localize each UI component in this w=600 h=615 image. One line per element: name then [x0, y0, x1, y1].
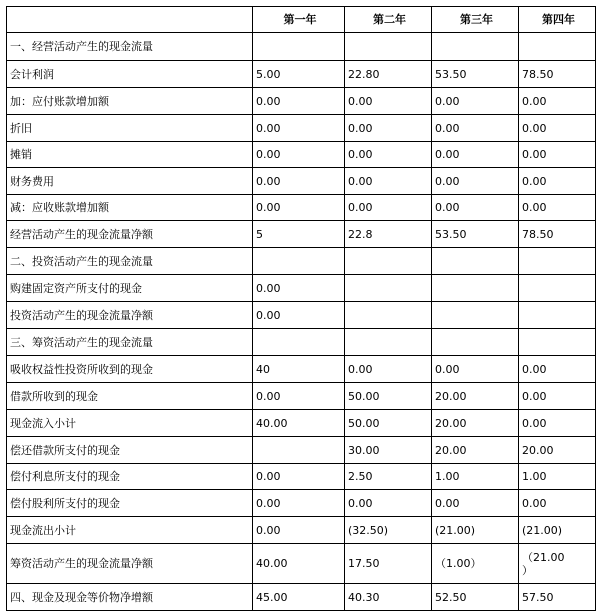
- value-cell: 17.50: [345, 544, 432, 584]
- value-cell: 5: [253, 221, 345, 248]
- value-cell: [432, 275, 519, 302]
- row-label: 二、投资活动产生的现金流量: [7, 248, 253, 275]
- value-cell: 0.00: [345, 115, 432, 142]
- value-cell: [345, 275, 432, 302]
- value-cell: 0.00: [253, 115, 345, 142]
- value-cell: 20.00: [519, 437, 596, 464]
- value-cell: 78.50: [519, 221, 596, 248]
- value-cell: 0.00: [253, 490, 345, 517]
- table-row: [7, 584, 596, 611]
- cash-flow-table: [6, 6, 596, 611]
- value-cell: 20.00: [432, 410, 519, 437]
- value-cell: 0.00: [345, 490, 432, 517]
- table-row: [7, 88, 596, 115]
- value-cell: 1.00: [519, 464, 596, 490]
- row-label: 偿付利息所支付的现金: [7, 464, 253, 490]
- value-cell: （21.00 ）: [519, 544, 596, 584]
- value-cell: 0.00: [519, 195, 596, 221]
- value-cell: [253, 248, 345, 275]
- value-cell: 0.00: [519, 115, 596, 142]
- value-cell: 0.00: [253, 517, 345, 544]
- value-cell: 0.00: [253, 195, 345, 221]
- header-cell-blank: [7, 7, 253, 33]
- value-cell: (21.00): [519, 517, 596, 544]
- value-cell: 0.00: [519, 356, 596, 383]
- value-cell: 0.00: [519, 490, 596, 517]
- table-row: [7, 168, 596, 195]
- table-row: [7, 221, 596, 248]
- table-row: [7, 33, 596, 61]
- value-cell: (21.00): [432, 517, 519, 544]
- value-cell: 0.00: [253, 168, 345, 195]
- row-label: 一、经营活动产生的现金流量: [7, 33, 253, 61]
- row-label: 投资活动产生的现金流量净额: [7, 302, 253, 329]
- value-cell: 0.00: [519, 88, 596, 115]
- value-cell: 50.00: [345, 410, 432, 437]
- value-cell: [519, 275, 596, 302]
- value-cell: 0.00: [253, 302, 345, 329]
- value-cell: 0.00: [345, 88, 432, 115]
- value-cell: 0.00: [432, 88, 519, 115]
- header-cell-year-3: 第三年: [432, 7, 519, 33]
- row-label: 财务费用: [7, 168, 253, 195]
- value-cell: 53.50: [432, 61, 519, 88]
- row-label: 现金流出小计: [7, 517, 253, 544]
- table-row: [7, 115, 596, 142]
- value-cell: 22.80: [345, 61, 432, 88]
- value-cell: 0.00: [253, 383, 345, 410]
- value-cell: 40.00: [253, 544, 345, 584]
- value-cell: [432, 248, 519, 275]
- value-cell: 0.00: [345, 168, 432, 195]
- row-label: 经营活动产生的现金流量净额: [7, 221, 253, 248]
- row-label: 三、筹资活动产生的现金流量: [7, 329, 253, 356]
- value-cell: [432, 329, 519, 356]
- value-cell: （1.00）: [432, 544, 519, 584]
- value-cell: 22.8: [345, 221, 432, 248]
- row-label: 筹资活动产生的现金流量净额: [7, 544, 253, 584]
- value-cell: (32.50): [345, 517, 432, 544]
- header-cell-year-1: 第一年: [253, 7, 345, 33]
- table-row: [7, 142, 596, 168]
- value-cell: 20.00: [432, 437, 519, 464]
- value-cell: 0.00: [432, 490, 519, 517]
- row-label: 减：应收账款增加额: [7, 195, 253, 221]
- value-cell: 0.00: [345, 356, 432, 383]
- value-cell: [345, 248, 432, 275]
- row-label: 偿还借款所支付的现金: [7, 437, 253, 464]
- value-cell: 20.00: [432, 383, 519, 410]
- value-cell: 0.00: [432, 356, 519, 383]
- value-cell: [253, 33, 345, 61]
- value-cell: 40.30: [345, 584, 432, 611]
- value-cell: 40: [253, 356, 345, 383]
- row-label: 折旧: [7, 115, 253, 142]
- header-cell-year-2: 第二年: [345, 7, 432, 33]
- value-cell: 45.00: [253, 584, 345, 611]
- value-cell: 0.00: [432, 115, 519, 142]
- value-cell: 52.50: [432, 584, 519, 611]
- row-label: 购建固定资产所支付的现金: [7, 275, 253, 302]
- table-row: [7, 61, 596, 88]
- table-row: [7, 195, 596, 221]
- value-cell: [253, 437, 345, 464]
- row-label: 借款所收到的现金: [7, 383, 253, 410]
- value-cell: 0.00: [345, 142, 432, 168]
- table-row: [7, 383, 596, 410]
- row-label: 偿付股利所支付的现金: [7, 490, 253, 517]
- table-row: [7, 302, 596, 329]
- value-cell: [253, 329, 345, 356]
- row-label: 会计利润: [7, 61, 253, 88]
- row-label: 加：应付账款增加额: [7, 88, 253, 115]
- header-cell-year-4: 第四年: [519, 7, 596, 33]
- value-cell: [345, 33, 432, 61]
- table-row: [7, 356, 596, 383]
- value-cell: [519, 329, 596, 356]
- value-cell: 57.50: [519, 584, 596, 611]
- value-cell: 53.50: [432, 221, 519, 248]
- value-cell: 5.00: [253, 61, 345, 88]
- value-cell: [519, 33, 596, 61]
- value-cell: [345, 302, 432, 329]
- value-cell: [519, 302, 596, 329]
- value-cell: [345, 329, 432, 356]
- value-cell: 0.00: [432, 142, 519, 168]
- value-cell: [432, 302, 519, 329]
- table-row: [7, 517, 596, 544]
- table-row: [7, 464, 596, 490]
- value-cell: 0.00: [432, 168, 519, 195]
- value-cell: 2.50: [345, 464, 432, 490]
- value-cell: 0.00: [253, 88, 345, 115]
- table-row: [7, 490, 596, 517]
- value-cell: 40.00: [253, 410, 345, 437]
- table-header-row: [7, 7, 596, 33]
- value-cell: 78.50: [519, 61, 596, 88]
- value-cell: [519, 248, 596, 275]
- value-cell: 1.00: [432, 464, 519, 490]
- value-cell: 0.00: [519, 410, 596, 437]
- value-cell: [432, 33, 519, 61]
- value-cell: 0.00: [253, 464, 345, 490]
- table-row: [7, 437, 596, 464]
- table-row: [7, 275, 596, 302]
- value-cell: 30.00: [345, 437, 432, 464]
- row-label: 现金流入小计: [7, 410, 253, 437]
- row-label: 吸收权益性投资所收到的现金: [7, 356, 253, 383]
- table-row: [7, 248, 596, 275]
- row-label: 四、现金及现金等价物净增额: [7, 584, 253, 611]
- value-cell: 0.00: [519, 383, 596, 410]
- row-label: 摊销: [7, 142, 253, 168]
- table-row: [7, 410, 596, 437]
- value-cell: 0.00: [432, 195, 519, 221]
- value-cell: 0.00: [253, 275, 345, 302]
- value-cell: 0.00: [519, 168, 596, 195]
- value-cell: 0.00: [345, 195, 432, 221]
- value-cell: 0.00: [253, 142, 345, 168]
- table-row: [7, 329, 596, 356]
- value-cell: 0.00: [519, 142, 596, 168]
- table-row: [7, 544, 596, 584]
- value-cell: 50.00: [345, 383, 432, 410]
